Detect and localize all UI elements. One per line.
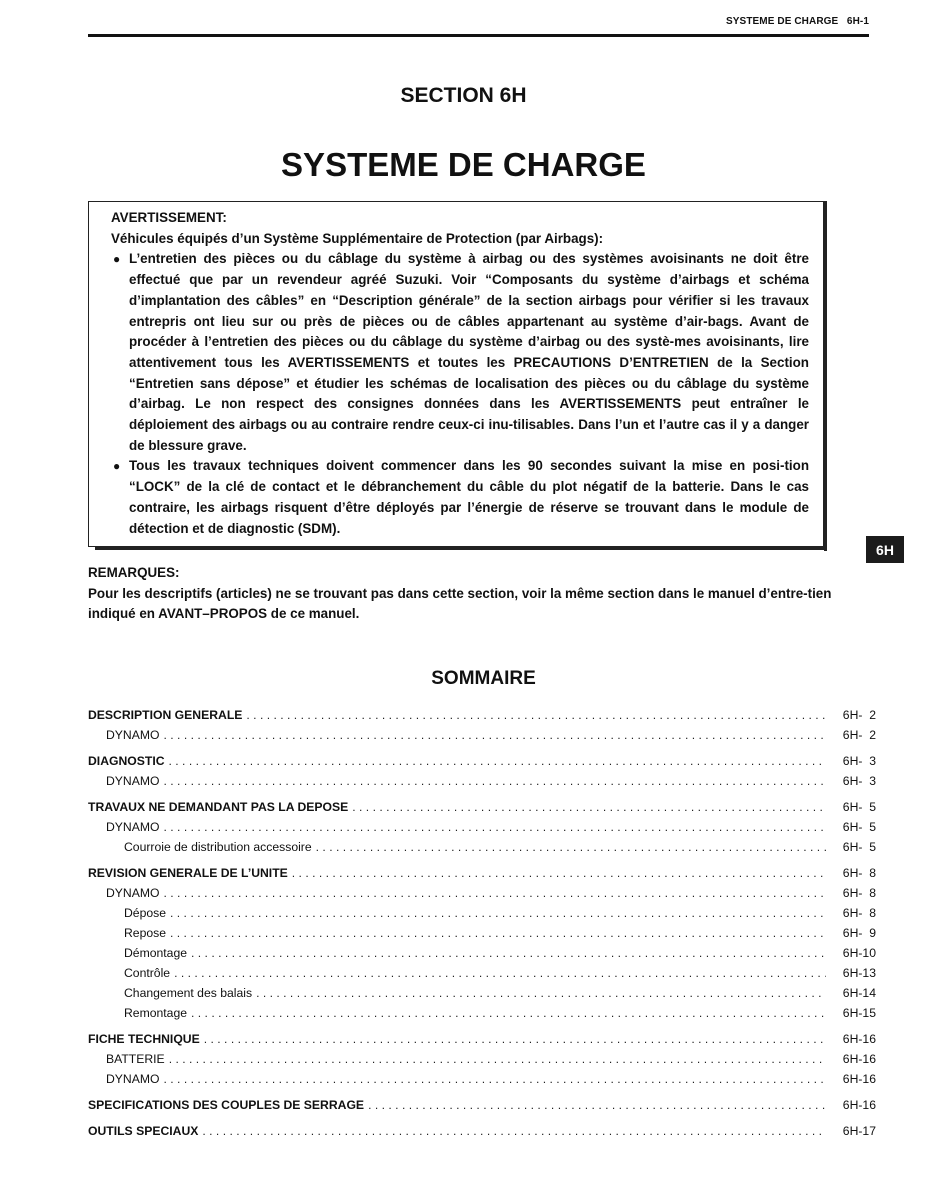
warning-intro: Véhicules équipés d’un Système Supplémentaire de Protection (par Airbags): <box>111 230 604 246</box>
toc-entry-page: 6H- 3 <box>842 754 876 768</box>
bullet-icon: ● <box>113 459 121 474</box>
running-head: SYSTEME DE CHARGE 6H-1 <box>726 16 869 27</box>
toc-entry-page: 6H- 5 <box>842 820 876 834</box>
toc-entry-page: 6H-17 <box>842 1124 876 1138</box>
toc-entry-page: 6H- 8 <box>842 886 876 900</box>
toc-entry-page: 6H-10 <box>842 946 876 960</box>
toc-entry-label: DIAGNOSTIC <box>88 754 165 768</box>
toc-entry-label: DYNAMO <box>106 820 160 834</box>
toc-leader <box>256 983 826 1003</box>
toc-leader <box>191 1003 826 1023</box>
toc-entry-page: 6H- 2 <box>842 728 876 742</box>
toc-leader <box>352 797 826 817</box>
toc-entry-label: Repose <box>124 926 167 940</box>
toc-leader <box>164 771 827 791</box>
toc-entry[interactable] <box>88 837 876 857</box>
toc-entry[interactable] <box>88 1049 876 1069</box>
toc-leader <box>164 883 827 903</box>
toc-entry-label: Dépose <box>124 906 167 920</box>
toc-entry[interactable] <box>88 1003 876 1023</box>
warning-heading: AVERTISSEMENT: <box>111 210 227 225</box>
toc-leader <box>170 923 826 943</box>
toc-entry[interactable] <box>88 923 876 943</box>
toc-entry-label: DYNAMO <box>106 728 160 742</box>
section-title: SECTION 6H <box>400 84 527 107</box>
toc-leader <box>164 1069 827 1089</box>
toc-entry[interactable] <box>88 1121 876 1141</box>
warning-content <box>111 208 809 539</box>
page-title: SYSTEME DE CHARGE <box>281 146 646 183</box>
toc-leader <box>169 751 826 771</box>
toc-entry[interactable] <box>88 725 876 745</box>
toc-entry-page: 6H-15 <box>842 1006 876 1020</box>
warning-box-shadow-right <box>824 201 827 551</box>
remarks-heading: REMARQUES: <box>88 565 180 580</box>
toc-entry-page: 6H- 8 <box>842 906 876 920</box>
warning-box-shadow-bottom <box>95 547 827 550</box>
toc-entry[interactable] <box>88 883 876 903</box>
toc-entry-page: 6H- 9 <box>842 926 876 940</box>
warning-bullet-text: Tous les travaux techniques doivent commencer dans les 90 secondes suivant la mise en posi-tion “LOCK” de la clé de contact et le débranchement du câble du plot négatif de la batterie. Dans le cas contraire, les airbags risquent d’être déployés par l’énergie de réserve se trouvant dans le module de détection et de diagnostic (SDM). <box>129 458 809 536</box>
toc-entry[interactable] <box>88 943 876 963</box>
warning-bullet-list <box>111 249 809 539</box>
section-tab: 6H <box>866 536 904 563</box>
remarks <box>88 563 878 625</box>
toc-entry[interactable] <box>88 705 876 725</box>
toc-entry-label: DYNAMO <box>106 886 160 900</box>
toc-leader <box>191 943 826 963</box>
toc-entry-label: BATTERIE <box>106 1052 165 1066</box>
toc-entry-label: Courroie de distribution accessoire <box>124 840 312 854</box>
toc-entry-label: Contrôle <box>124 966 171 980</box>
warning-bullet-text: L’entretien des pièces ou du câblage du système à airbag ou des systèmes avoisinants ne doit être effectué que par un revendeur agréé Suzuki. Voir “Composants du système d’airbags et schéma d’implantation des câbles” en “Description générale” de la section airbags pour vérifier si les travaux entrepris ont lieu sur ou près de pièces ou de câbles appartenant au système d’air-bags. Avant de procéder à l’entretien des pièces ou du câblage du système d’airbag ou des systè-mes avoisinants, lire attentivement tous les AVERTISSEMENTS et toutes les PRECAUTIONS D’ENTRETIEN de la Section “Entretien sans dépose” et étudier les schémas de localisation des pièces ou du câblage du système d’airbag. Le non respect des consignes données dans les AVERTISSEMENTS peut entraîner le déploiement des airbags ou au contraire rendre ceux-ci inu-tilisables. Dans l’un et l’autre cas il y a danger de blessure grave. <box>129 251 809 453</box>
warning-bullet <box>111 456 809 539</box>
toc-entry-page: 6H- 8 <box>842 866 876 880</box>
toc-entry[interactable] <box>88 1029 876 1049</box>
toc-leader <box>202 1121 826 1141</box>
toc-entry-label: DYNAMO <box>106 774 160 788</box>
bullet-icon: ● <box>113 252 121 267</box>
toc-leader <box>169 1049 826 1069</box>
toc-leader <box>164 817 827 837</box>
header-rule <box>88 34 869 37</box>
toc-entry-page: 6H-16 <box>842 1098 876 1112</box>
toc-entry[interactable] <box>88 817 876 837</box>
toc-entry[interactable] <box>88 751 876 771</box>
toc-entry-label: OUTILS SPECIAUX <box>88 1124 199 1138</box>
toc-entry-page: 6H-16 <box>842 1052 876 1066</box>
toc-entry-page: 6H-14 <box>842 986 876 1000</box>
toc-entry[interactable] <box>88 863 876 883</box>
toc-leader <box>316 837 826 857</box>
toc-entry-label: REVISION GENERALE DE L’UNITE <box>88 866 288 880</box>
toc-title: SOMMAIRE <box>431 668 536 689</box>
toc-entry-page: 6H- 3 <box>842 774 876 788</box>
warning-box <box>88 201 824 547</box>
toc-entry-page: 6H- 5 <box>842 840 876 854</box>
toc-leader <box>246 705 826 725</box>
toc-entry[interactable] <box>88 1095 876 1115</box>
toc-entry[interactable] <box>88 771 876 791</box>
toc-entry-label: SPECIFICATIONS DES COUPLES DE SERRAGE <box>88 1098 365 1112</box>
remarks-text: Pour les descriptifs (articles) ne se trouvant pas dans cette section, voir la même section dans le manuel d’entre-tien indiqué en AVANT–PROPOS de ce manuel. <box>88 585 832 622</box>
toc-entry[interactable] <box>88 1069 876 1089</box>
toc-entry-page: 6H-13 <box>842 966 876 980</box>
toc-entry-page: 6H- 2 <box>842 708 876 722</box>
toc-leader <box>204 1029 826 1049</box>
toc-entry-label: TRAVAUX NE DEMANDANT PAS LA DEPOSE <box>88 800 349 814</box>
toc-entry[interactable] <box>88 797 876 817</box>
warning-bullet <box>111 249 809 456</box>
table-of-contents <box>88 705 876 1141</box>
toc-entry-label: Remontage <box>124 1006 188 1020</box>
toc-entry[interactable] <box>88 903 876 923</box>
toc-leader <box>368 1095 826 1115</box>
toc-entry-label: FICHE TECHNIQUE <box>88 1032 200 1046</box>
toc-leader <box>292 863 826 883</box>
toc-entry-label: DYNAMO <box>106 1072 160 1086</box>
toc-entry-page: 6H-16 <box>842 1032 876 1046</box>
toc-entry-label: Démontage <box>124 946 188 960</box>
toc-leader <box>164 725 827 745</box>
toc-entry[interactable] <box>88 983 876 1003</box>
toc-entry-label: DESCRIPTION GENERALE <box>88 708 243 722</box>
toc-leader <box>170 903 826 923</box>
toc-entry-label: Changement des balais <box>124 986 253 1000</box>
toc-entry-page: 6H-16 <box>842 1072 876 1086</box>
toc-leader <box>174 963 826 983</box>
toc-entry[interactable] <box>88 963 876 983</box>
toc-entry-page: 6H- 5 <box>842 800 876 814</box>
